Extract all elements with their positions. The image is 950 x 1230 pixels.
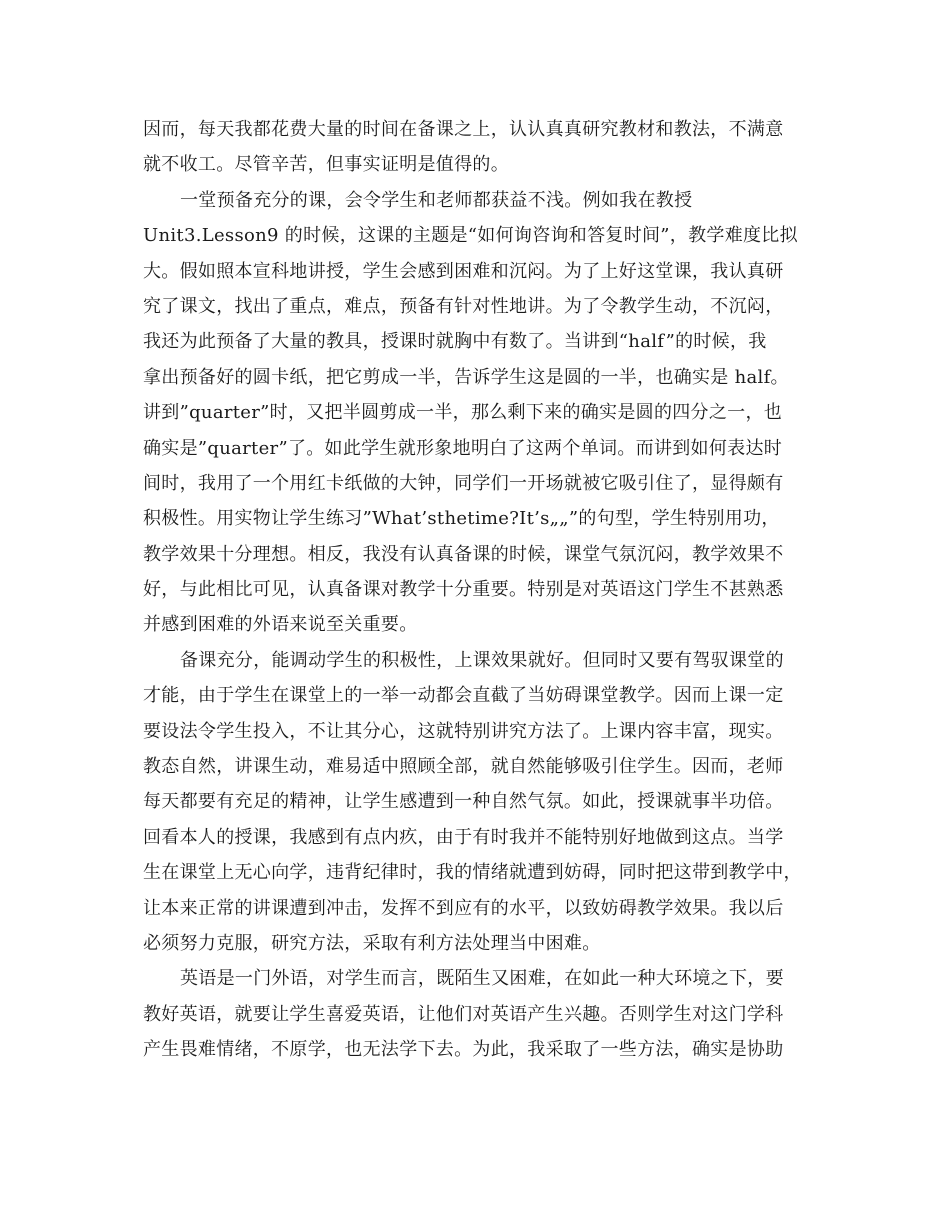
text-line: 间时，我用了一个用红卡纸做的大钟，同学们一开场就被它吸引住了，显得颇有 xyxy=(143,472,784,494)
text-line: 教好英语，就要让学生喜爱英语，让他们对英语产生兴趣。否则学生对这门学科 xyxy=(143,1003,784,1025)
text-line: 因而，每天我都花费大量的时间在备课之上，认认真真研究教材和教法，不满意 xyxy=(143,119,784,140)
text-line: 生在课堂上无心向学，违背纪律时，我的情绪就遭到妨碍，同时把这带到教学中， xyxy=(143,862,802,884)
text-line: 必须努力克服，研究方法，采取有利方法处理当中困难。 xyxy=(143,932,601,954)
paragraph-first-line: 英语是一门外语，对学生而言，既陌生又困难，在如此一种大环境之下，要 xyxy=(180,968,784,990)
text-line: Unit3.Lesson9 的时候，这课的主题是“如何询咨询和答复时间”，教学难度比拟 xyxy=(143,225,798,247)
text-line: 我还为此预备了大量的教具，授课时就胸中有数了。当讲到“half”的时候，我 xyxy=(143,331,767,353)
text-line: 让本来正常的讲课遭到冲击，发挥不到应有的水平，以致妨碍教学效果。我以后 xyxy=(143,897,784,919)
text-line: 确实是”quarter”了。如此学生就形象地明白了这两个单词。而讲到如何表达时 xyxy=(143,437,783,459)
text-line: 回看本人的授课，我感到有点内疚，由于有时我并不能特别好地做到这点。当学 xyxy=(143,826,784,848)
text-line: 好，与此相比可见，认真备课对教学十分重要。特别是对英语这门学生不甚熟悉 xyxy=(143,579,784,601)
text-line: 就不收工。尽管辛苦，但事实证明是值得的。 xyxy=(143,154,509,176)
paragraph-first-line: 一堂预备充分的课，会令学生和老师都获益不浅。例如我在教授 xyxy=(180,189,693,211)
text-line: 拿出预备好的圆卡纸，把它剪成一半，告诉学生这是圆的一半，也确实是 half。 xyxy=(143,366,789,388)
text-line: 大。假如照本宣科地讲授，学生会感到困难和沉闷。为了上好这堂课，我认真研 xyxy=(143,260,784,282)
text-line: 究了课文，找出了重点，难点，预备有针对性地讲。为了令教学生动，不沉闷， xyxy=(143,295,784,317)
text-line: 积极性。用实物让学生练习”What’sthetime?It’s„„”的句型，学生特别用功， xyxy=(143,508,780,530)
text-line: 每天都要有充足的精神，让学生感遭到一种自然气氛。如此，授课就事半功倍。 xyxy=(143,791,784,813)
text-line: 并感到困难的外语来说至关重要。 xyxy=(143,614,418,636)
text-line: 要设法令学生投入，不让其分心，这就特别讲究方法了。上课内容丰富，现实。 xyxy=(143,720,784,742)
text-line: 才能，由于学生在课堂上的一举一动都会直截了当妨碍课堂教学。因而上课一定 xyxy=(143,685,784,707)
paragraph-first-line: 备课充分，能调动学生的积极性，上课效果就好。但同时又要有驾驭课堂的 xyxy=(180,649,784,671)
text-line: 讲到”quarter”时，又把半圆剪成一半，那么剩下来的确实是圆的四分之一，也 xyxy=(143,402,783,424)
text-line: 教态自然，讲课生动，难易适中照顾全部，就自然能够吸引住学生。因而，老师 xyxy=(143,756,784,778)
body-text xyxy=(143,112,807,1068)
text-line: 产生畏难情绪，不原学，也无法学下去。为此，我采取了一些方法，确实是协助 xyxy=(143,1039,784,1061)
text-line: 教学效果十分理想。相反，我没有认真备课的时候，课堂气氛沉闷，教学效果不 xyxy=(143,543,784,565)
